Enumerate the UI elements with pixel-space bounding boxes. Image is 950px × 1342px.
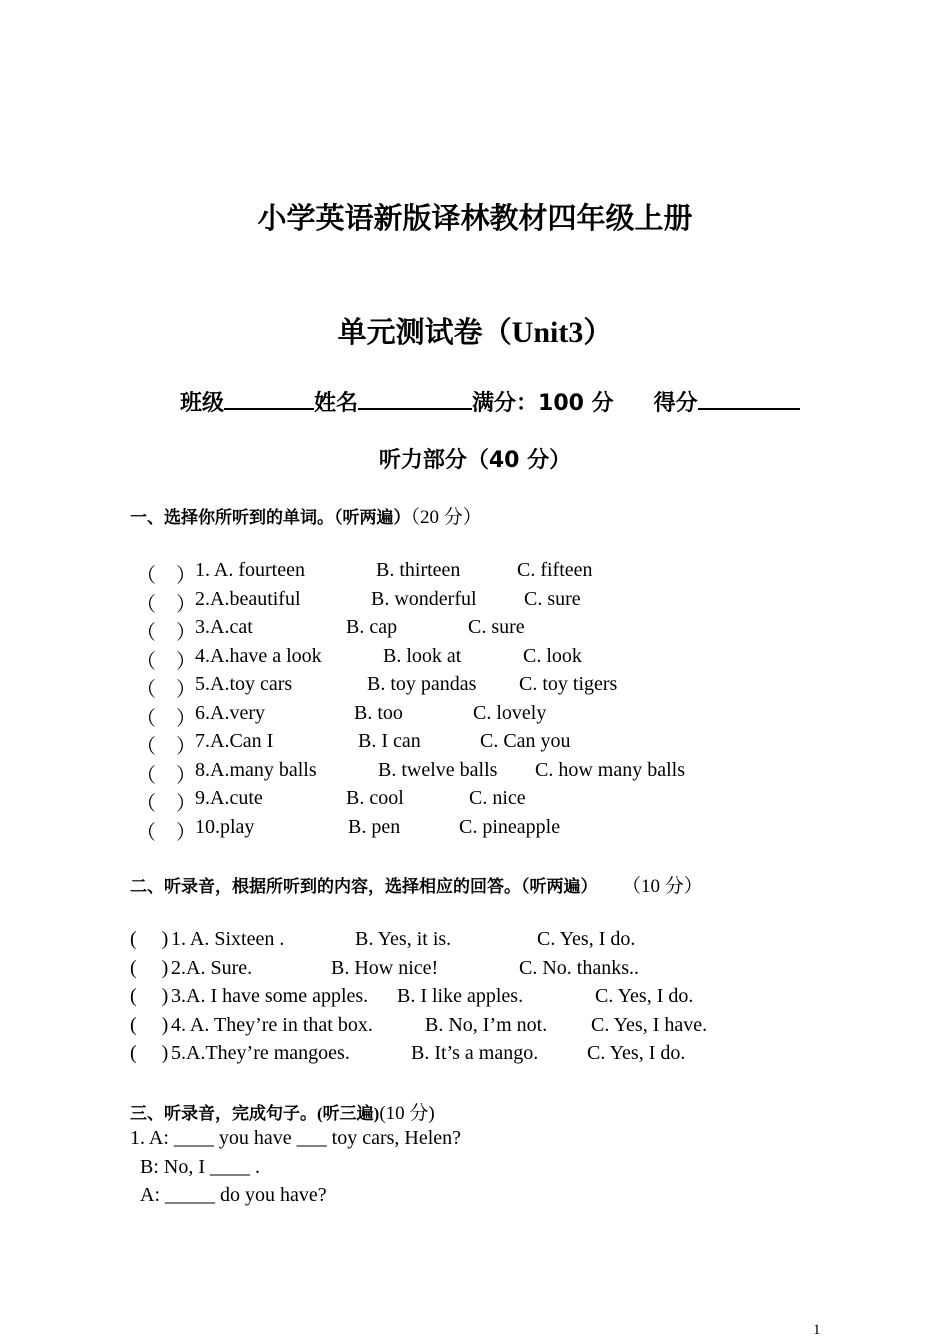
class-blank[interactable] bbox=[224, 386, 314, 410]
section3-title: 三、听录音，完成句子。 bbox=[130, 1104, 317, 1124]
class-label: 班级 bbox=[180, 391, 225, 416]
answer-bracket[interactable]: （ ） bbox=[136, 736, 196, 758]
answer-bracket[interactable]: ( ) bbox=[130, 985, 169, 1007]
answer-bracket[interactable]: ( ) bbox=[130, 956, 169, 979]
section2-heading bbox=[130, 871, 703, 898]
section3-heading bbox=[130, 1098, 435, 1125]
option-b: B. look at bbox=[383, 644, 462, 667]
option-c: C. look bbox=[523, 644, 582, 667]
option-a: 1. A. fourteen bbox=[195, 559, 305, 581]
full-marks: 满分：100 分 bbox=[472, 391, 614, 416]
option-b: B. I like apples. bbox=[397, 985, 524, 1007]
answer-bracket[interactable]: ( ) bbox=[130, 1013, 169, 1036]
option-a: 5.A.toy cars bbox=[195, 673, 293, 695]
option-c: C. No. thanks.. bbox=[519, 956, 639, 979]
section1-points: （20 分） bbox=[410, 507, 482, 528]
option-b: B. No, I’m not. bbox=[425, 1013, 548, 1036]
title-prefix: 单元测试卷（ bbox=[337, 315, 512, 349]
option-b: B. twelve balls bbox=[378, 758, 498, 781]
title-line-1: 小学英语新版译林教材四年级上册 bbox=[257, 201, 693, 235]
section1-heading bbox=[130, 502, 482, 529]
section3-points: (10 分) bbox=[379, 1103, 435, 1124]
section2-title: 二、听录音，根据所听到的内容，选择相应的回答。（听两遍） bbox=[130, 877, 598, 897]
option-a: 5.A.They’re mangoes. bbox=[171, 1042, 350, 1064]
answer-bracket[interactable]: （ ） bbox=[136, 565, 196, 587]
option-a: 8.A.many balls bbox=[195, 758, 317, 781]
unit-label: Unit3 bbox=[511, 316, 584, 349]
option-c: C. Yes, I have. bbox=[591, 1013, 708, 1036]
option-c: C. pineapple bbox=[459, 815, 561, 838]
option-a: 2.A.beautiful bbox=[195, 587, 301, 610]
option-b: B. toy pandas bbox=[367, 673, 477, 695]
option-c: C. sure bbox=[524, 587, 581, 610]
option-a: 7.A.Can I bbox=[195, 730, 274, 752]
option-b: B. pen bbox=[348, 815, 401, 838]
option-c: C. how many balls bbox=[535, 758, 685, 781]
option-a: 10.play bbox=[195, 815, 255, 838]
option-a: 6.A.very bbox=[195, 701, 265, 724]
section1-title: 一、选择你所听到的单词。（听两遍） bbox=[130, 508, 411, 528]
answer-bracket[interactable]: ( ) bbox=[130, 928, 169, 950]
option-a: 4.A.have a look bbox=[195, 644, 322, 667]
option-b: B. How nice! bbox=[331, 956, 439, 979]
name-label: 姓名 bbox=[314, 391, 359, 416]
option-b: B. I can bbox=[358, 730, 421, 752]
option-a: 9.A.cute bbox=[195, 787, 263, 809]
option-a: 4. A. They’re in that box. bbox=[171, 1013, 373, 1036]
option-c: C. Yes, I do. bbox=[537, 928, 636, 950]
answer-bracket[interactable]: （ ） bbox=[136, 593, 196, 616]
option-c: C. fifteen bbox=[517, 559, 593, 581]
page-number: 1 bbox=[813, 1322, 821, 1338]
answer-bracket[interactable]: （ ） bbox=[136, 764, 196, 787]
section3-line: 1. A: ____ you have ___ toy cars, Helen? bbox=[130, 1127, 462, 1149]
info-line bbox=[180, 386, 800, 417]
option-c: C. nice bbox=[469, 787, 526, 809]
option-c: C. Yes, I do. bbox=[587, 1042, 686, 1064]
answer-bracket[interactable]: （ ） bbox=[136, 650, 196, 673]
option-a: 1. A. Sixteen . bbox=[171, 928, 285, 950]
answer-bracket[interactable]: （ ） bbox=[136, 821, 196, 844]
option-a: 3.A. I have some apples. bbox=[171, 985, 369, 1007]
section3-line: B: No, I ____ . bbox=[140, 1156, 260, 1178]
name-blank[interactable] bbox=[358, 386, 472, 410]
option-a: 2.A. Sure. bbox=[171, 956, 253, 979]
title-suffix: ） bbox=[583, 315, 613, 349]
option-a: 3.A.cat bbox=[195, 616, 253, 638]
section3-line: A: _____ do you have? bbox=[140, 1184, 327, 1206]
option-c: C. lovely bbox=[473, 701, 547, 724]
answer-bracket[interactable]: （ ） bbox=[136, 679, 196, 701]
option-c: C. toy tigers bbox=[519, 673, 618, 695]
option-c: C. Yes, I do. bbox=[595, 985, 694, 1007]
option-b: B. cap bbox=[346, 616, 398, 638]
option-b: B. cool bbox=[346, 787, 404, 809]
option-b: B. thirteen bbox=[376, 559, 461, 581]
section3-paren: (听三遍) bbox=[317, 1104, 380, 1123]
option-b: B. It’s a mango. bbox=[411, 1042, 539, 1064]
option-c: C. Can you bbox=[480, 730, 571, 752]
score-label: 得分 bbox=[653, 391, 698, 416]
option-b: B. too bbox=[354, 701, 403, 724]
option-c: C. sure bbox=[468, 616, 525, 638]
answer-bracket[interactable]: ( ) bbox=[130, 1042, 169, 1064]
section2-points: （10 分） bbox=[631, 876, 703, 897]
score-blank[interactable] bbox=[698, 386, 800, 410]
listening-heading: 听力部分（40 分） bbox=[378, 448, 572, 473]
answer-bracket[interactable]: （ ） bbox=[136, 622, 196, 644]
title-line-2 bbox=[0, 310, 950, 351]
answer-bracket[interactable]: （ ） bbox=[136, 707, 196, 730]
option-b: B. Yes, it is. bbox=[355, 928, 452, 950]
answer-bracket[interactable]: （ ） bbox=[136, 793, 196, 815]
option-b: B. wonderful bbox=[371, 587, 477, 610]
